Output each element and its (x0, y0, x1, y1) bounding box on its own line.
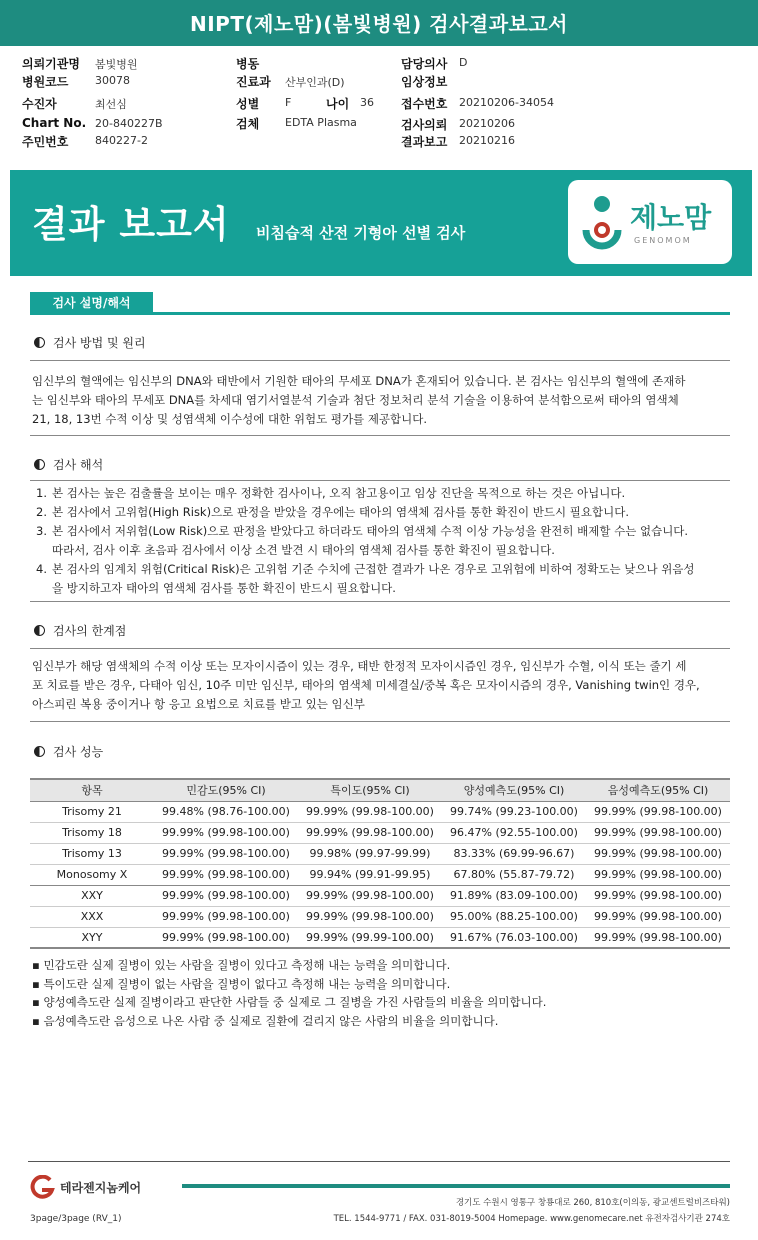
half-circle-icon (34, 459, 45, 470)
request-value: 20210206 (459, 117, 515, 130)
divider (30, 648, 730, 649)
divider (30, 360, 730, 361)
clinical-label: 임상정보 (401, 75, 448, 89)
company-logo (28, 1175, 142, 1202)
table-row: Monosomy X 99.99% (99.98-100.00) 99.94% (99.91-99.95) 67.80% (55.87-79.72) 99.99% (99.98-100.00) (30, 864, 730, 885)
institution-value: 봄빛병원 (95, 58, 138, 71)
patient-info (0, 55, 758, 155)
divider (30, 721, 730, 722)
interpretation-heading: 검사 해석 (34, 456, 103, 473)
column-header: 음성예측도(95% CI) (586, 779, 730, 801)
footer-divider (28, 1161, 730, 1162)
hospital-code-value: 30078 (95, 74, 130, 87)
column-header: 특이도(95% CI) (298, 779, 442, 801)
chart-value: 20-840227B (95, 117, 163, 130)
page-number: 3page/3page (RV_1) (30, 1214, 122, 1224)
column-header: 민감도(95% CI) (154, 779, 298, 801)
dept-value: 산부인과(D) (285, 76, 345, 89)
sex-value: F (285, 96, 292, 109)
method-text: 임신부의 혈액에는 임신부의 DNA와 태반에서 기원한 태아의 무세포 DNA가 혼재되어 있습니다. 본 검사는 임신부의 혈액에 존재하 는 임신부와 태아의 무세포 DNA를 차세대 염기서열분석 기술과 첨단 정보처리 분석 기술을 이용하여 분석함으로써 태아의 염색체 21, 18, 13번 수적 이상 및 성염색체 이수성에 대한 위험도 평가를 제공합니다. (32, 374, 686, 426)
footer-bar (182, 1184, 730, 1188)
receiver-value: 최선심 (95, 98, 127, 111)
age-label: 나이 (326, 97, 350, 111)
id-value: 840227-2 (95, 134, 148, 147)
logo-subtext: GENOMOM (634, 236, 692, 245)
half-circle-icon (34, 625, 45, 636)
institution-label: 의뢰기관명 (22, 57, 80, 71)
list-item: 4. 본 검사의 임계치 위험(Critical Risk)은 고위험 기준 수치에 근접한 결과가 나온 경우로 고위험에 비하여 정확도는 낮으나 위음성 (36, 562, 695, 576)
note-item: ▪ 양성예측도란 실제 질병이라고 판단한 사람들 중 실제로 그 질병을 가진 사람들의 비율을 의미합니다. (32, 995, 547, 1009)
specimen-value: EDTA Plasma (285, 116, 357, 129)
dept-label: 진료과 (236, 75, 271, 89)
doctor-label: 담당의사 (401, 57, 448, 71)
accession-label: 접수번호 (401, 97, 448, 111)
report-date-label: 결과보고 (401, 135, 448, 149)
accession-value: 20210206-34054 (459, 96, 554, 109)
section-divider (30, 312, 730, 315)
table-row: XXY 99.99% (99.98-100.00) 99.99% (99.98-100.00) 91.89% (83.09-100.00) 99.99% (99.98-100.00) (30, 885, 730, 906)
performance-table (30, 778, 730, 949)
note-item: ▪ 민감도란 실제 질병이 있는 사람을 질병이 있다고 측정해 내는 능력을 의미합니다. (32, 958, 451, 972)
doctor-value: D (459, 56, 468, 69)
genomom-logo (568, 180, 732, 264)
interpretation-list (36, 484, 726, 598)
table-row: Trisomy 21 99.48% (98.76-100.00) 99.99% (99.98-100.00) 99.74% (99.23-100.00) 99.99% (99.98-100.00) (30, 801, 730, 822)
table-header-row (30, 779, 730, 801)
company-address: 경기도 수원시 영통구 창룡대로 260, 810호(이의동, 광교센트럴비즈타워) (455, 1198, 730, 1208)
divider (30, 435, 730, 436)
banner-subtitle: 비침습적 산전 기형아 선별 검사 (256, 224, 466, 242)
specimen-label: 검체 (236, 117, 260, 131)
ward-label: 병동 (236, 57, 260, 71)
limits-heading: 검사의 한계점 (34, 622, 126, 639)
list-item: 따라서, 검사 이후 초음파 검사에서 이상 소견 발견 시 태아의 염색체 검사를 통한 확진이 필요합니다. (52, 543, 555, 557)
result-banner (10, 170, 752, 276)
banner-title: 결과 보고서 (32, 203, 230, 246)
limits-text: 임신부가 해당 염색체의 수적 이상 또는 모자이시즘이 있는 경우, 태반 한정적 모자이시즘인 경우, 임신부가 수혈, 이식 또는 줄기 세 포 치료를 받은 경우, 다태아 임신, 10주 미만 임신부, 태아의 염색체 미세결실/중복 혹은 모자이시즘의 경우, Vanishing twin인 경우, 아스피린 복용 중이거나 항 응고 요법으로 치료를 받고 있는 임신부 (32, 659, 700, 711)
receiver-label: 수진자 (22, 97, 57, 111)
divider (30, 601, 730, 602)
table-row: XYY 99.99% (99.98-100.00) 99.99% (99.99-100.00) 91.67% (76.03-100.00) 99.99% (99.98-100.00) (30, 927, 730, 948)
note-item: ▪ 음성예측도란 음성으로 나온 사람 중 실제로 질환에 걸리지 않은 사람의 비율을 의미합니다. (32, 1013, 499, 1028)
genomom-emblem-icon (580, 194, 624, 250)
report-date-value: 20210216 (459, 134, 515, 147)
company-contact: TEL. 1544-9771 / FAX. 031-8019-5004 Homepage. www.genomecare.net 유전자검사기관 274호 (333, 1214, 730, 1224)
chart-label: Chart No. (22, 116, 87, 130)
theragen-logo-icon (28, 1175, 56, 1199)
logo-text: 제노맘 (630, 201, 712, 234)
table-row: XXX 99.99% (99.98-100.00) 99.99% (99.98-100.00) 95.00% (88.25-100.00) 99.99% (99.98-100.00) (30, 906, 730, 927)
note-item: ▪ 특이도란 실제 질병이 없는 사람을 질병이 없다고 측정해 내는 능력을 의미합니다. (32, 976, 451, 991)
column-header: 양성예측도(95% CI) (442, 779, 586, 801)
id-label: 주민번호 (22, 135, 69, 149)
half-circle-icon (34, 337, 45, 348)
company-name: 테라젠지놈케어 (60, 1181, 142, 1195)
list-item: 3. 본 검사에서 저위험(Low Risk)으로 판정을 받았다고 하더라도 태아의 염색체 수적 이상 가능성을 완전히 배제할 수는 없습니다. (36, 524, 689, 538)
section-tab: 검사 설명/해석 (30, 292, 153, 314)
table-row: Trisomy 18 99.99% (99.98-100.00) 99.99% (99.98-100.00) 96.47% (92.55-100.00) 99.99% (99.98-100.00) (30, 822, 730, 843)
table-row: Trisomy 13 99.99% (99.98-100.00) 99.98% (99.97-99.99) 83.33% (69.99-96.67) 99.99% (99.98-100.00) (30, 843, 730, 864)
age-value: 36 (360, 96, 374, 109)
method-heading: 검사 방법 및 원리 (34, 334, 146, 351)
sex-label: 성별 (236, 97, 260, 111)
divider (30, 480, 730, 481)
list-item: 1. 본 검사는 높은 검출률을 보이는 매우 정확한 검사이나, 오직 참고용이고 임상 진단을 목적으로 하는 것은 아닙니다. (36, 486, 626, 500)
report-title: NIPT(제노맘)(봄빛병원) 검사결과보고서 (0, 0, 758, 46)
performance-notes (32, 956, 546, 1030)
list-item: 2. 본 검사에서 고위험(High Risk)으로 판정을 받았을 경우에는 태아의 염색체 검사를 통한 확진이 반드시 필요합니다. (36, 505, 629, 519)
column-header: 항목 (30, 779, 154, 801)
half-circle-icon (34, 746, 45, 757)
list-item: 을 방지하고자 태아의 염색체 검사를 통한 확진이 반드시 필요합니다. (52, 581, 396, 595)
request-label: 검사의뢰 (401, 118, 448, 132)
performance-heading: 검사 성능 (34, 743, 103, 760)
hospital-code-label: 병원코드 (22, 75, 69, 89)
